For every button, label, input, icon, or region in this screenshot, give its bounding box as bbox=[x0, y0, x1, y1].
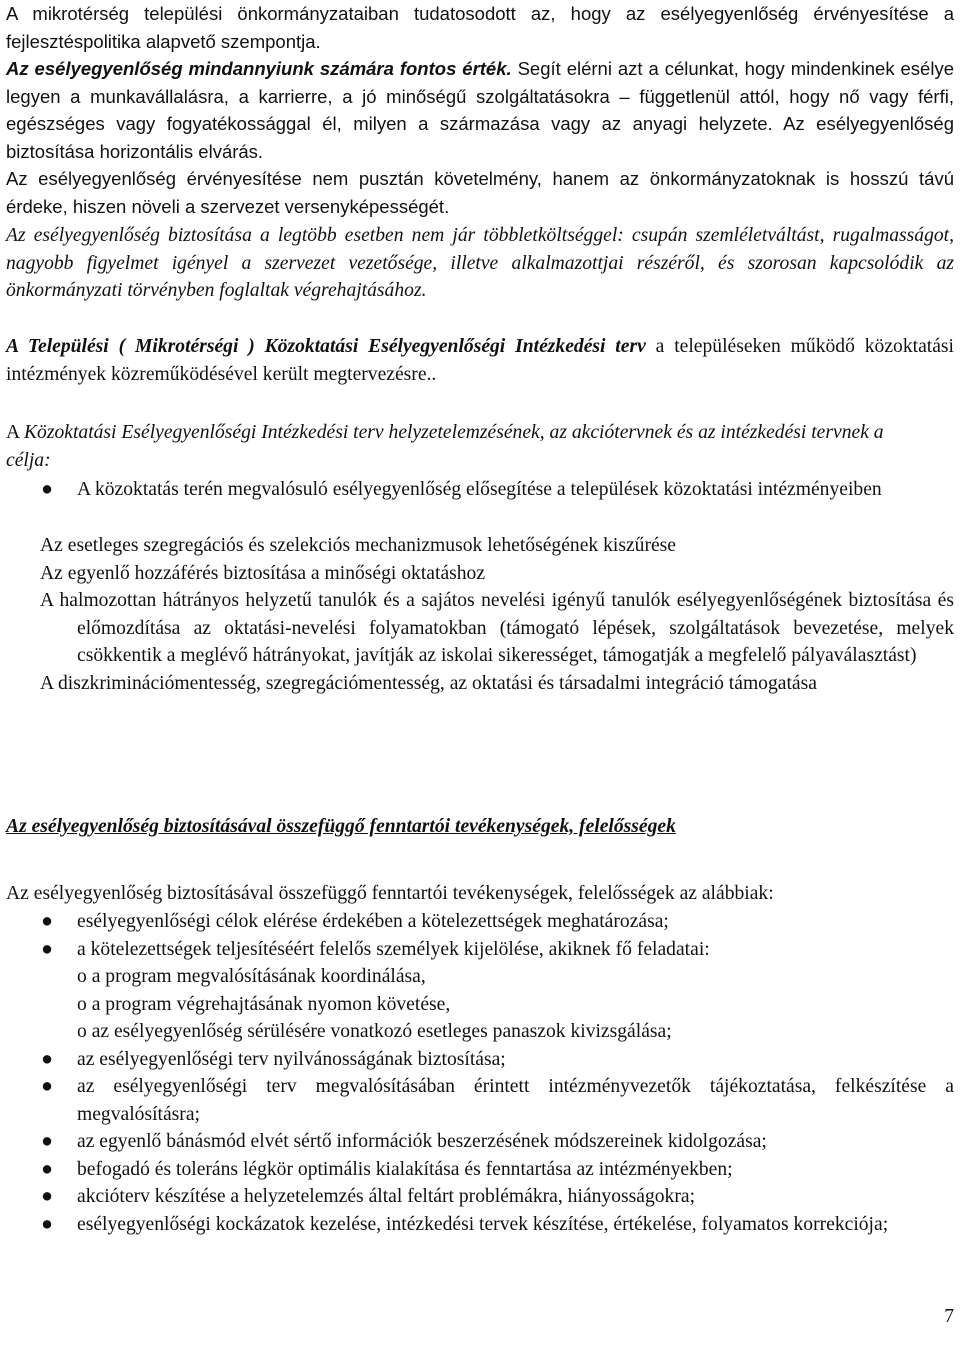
responsibility-item bbox=[6, 908, 954, 936]
responsibility-item bbox=[6, 1046, 954, 1074]
purpose-lead-b: helyzetelemzésének, az akciótervnek és az intézkedési tervnek a célja: bbox=[6, 422, 884, 471]
responsibility-item bbox=[6, 1183, 954, 1211]
responsibility-text: esélyegyenlőségi kockázatok kezelése, intézkedési tervek készítése, értékelése, folyamatos korrekciója; bbox=[77, 1213, 889, 1235]
responsibility-item bbox=[6, 936, 954, 964]
purpose-item: A halmozottan hátrányos helyzetű tanulók és a sajátos nevelési igényű tanulók esélyegyenlőségének biztosítása és előmozdítása az oktatási-nevelési folyamatokban (támogató lépések, szolgáltatások bevezetése, melyek csökkentik a meglévő hátrányokat, javítják az iskolai sikerességet, támogatják a megfelelő pályaválasztást) bbox=[40, 590, 954, 666]
bullet-icon: ● bbox=[41, 1076, 53, 1097]
responsibility-text: akcióterv készítése a helyzetelemzés által feltárt problémákra, hiányosságokra; bbox=[77, 1186, 696, 1207]
purpose-bullet-text: A közoktatás terén megvalósuló esélyegyenlőség elősegítése a települések közoktatási intézményeiben bbox=[77, 479, 882, 500]
responsibility-item bbox=[6, 1073, 954, 1128]
intro-paragraph-5-text: a településeken működő közoktatási intézmények közreműködésével került megtervezésre.. bbox=[6, 336, 954, 385]
section-lead: Az esélyegyenlőség biztosításával összefüggő fenntartói tevékenységek, felelősségek az alábbiak: bbox=[6, 883, 774, 904]
intro-paragraph-5 bbox=[6, 333, 954, 388]
responsibility-list bbox=[6, 908, 954, 1238]
page-number: 7 bbox=[944, 1306, 954, 1327]
purpose-lead bbox=[6, 419, 906, 474]
bullet-icon: ● bbox=[41, 479, 53, 500]
responsibility-subitem: o a program végrehajtásának nyomon követése, bbox=[77, 993, 451, 1015]
intro-paragraph-4: Az esélyegyenlőség biztosítása a legtöbb esetben nem jár többletköltséggel: csupán szemléletváltást, rugalmasságot, nagyobb figyelmet igényel a szervezet vezetősége, illetve alkalmazottjai részéről, és szorosan kapcsolódik az önkormányzati törvényben foglaltak végrehajtásához. bbox=[6, 225, 954, 301]
bullet-icon: ● bbox=[41, 1131, 53, 1152]
intro-paragraph-2-text: Segít elérni azt a célunkat, hogy mindenkinek esélye legyen a munkavállalásra, a karrierre, a jó minőségű szolgáltatásokra – függetlenül attól, hogy nő vagy férfi, egészséges vagy fogyatékossággal él, milyen a származása vagy az anyagi helyzete. Az esélyegyenlőség biztosítása horizontális elvárás. bbox=[6, 58, 954, 162]
bullet-icon: ● bbox=[41, 1158, 53, 1180]
purpose-items bbox=[6, 532, 954, 697]
bullet-icon: ● bbox=[41, 1048, 53, 1070]
responsibility-item bbox=[6, 1128, 954, 1156]
responsibility-text: a kötelezettségek teljesítéséért felelős személyek kijelölése, akiknek fő feladatai: bbox=[77, 938, 710, 960]
plan-title: A Települési ( Mikrotérségi ) Közoktatási Esélyegyenlőségi Intézkedési terv bbox=[6, 336, 646, 357]
responsibility-subitem: o a program megvalósításának koordinálása, bbox=[77, 966, 426, 987]
intro-paragraph-1: A mikrotérség települési önkormányzataiban tudatosodott az, hogy az esélyegyenlőség érvényesítése a fejlesztéspolitika alapvető szempontja. bbox=[6, 3, 954, 52]
purpose-lead-a: A bbox=[6, 422, 24, 443]
responsibility-item bbox=[6, 1211, 954, 1239]
purpose-item: Az esetleges szegregációs és szelekciós mechanizmusok lehetőségének kiszűrése bbox=[40, 535, 676, 556]
responsibility-text: az esélyegyenlőségi terv nyilvánosságának biztosítása; bbox=[77, 1048, 506, 1070]
intro-paragraph-3: Az esélyegyenlőség érvényesítése nem pusztán követelmény, hanem az önkormányzatoknak is hosszú távú érdeke, hiszen növeli a szervezet versenyképességét. bbox=[6, 168, 954, 217]
responsibility-text: befogadó és toleráns légkör optimális kialakítása és fenntartása az intézményekben; bbox=[77, 1158, 733, 1180]
responsibility-item bbox=[6, 1156, 954, 1184]
responsibility-text: az esélyegyenlőségi terv megvalósításában érintett intézményvezetők tájékoztatása, felkészítése a megvalósításra; bbox=[77, 1076, 954, 1125]
intro-emphasis: Az esélyegyenlőség mindannyiunk számára fontos érték. bbox=[6, 58, 512, 79]
section-heading: Az esélyegyenlőség biztosításával összefüggő fenntartói tevékenységek, felelősségek bbox=[6, 816, 676, 837]
bullet-icon: ● bbox=[41, 938, 53, 960]
responsibility-subitem: o az esélyegyenlőség sérülésére vonatkozó esetleges panaszok kivizsgálása; bbox=[77, 1021, 672, 1042]
bullet-icon: ● bbox=[41, 1213, 53, 1235]
responsibility-text: az egyenlő bánásmód elvét sértő információk beszerzésének módszereinek kidolgozása; bbox=[77, 1131, 767, 1152]
intro-block bbox=[6, 0, 954, 220]
purpose-bullet bbox=[6, 476, 954, 504]
purpose-item: A diszkriminációmentesség, szegregációmentesség, az oktatási és társadalmi integráció támogatása bbox=[40, 672, 817, 694]
bullet-icon: ● bbox=[41, 911, 53, 932]
bullet-icon: ● bbox=[41, 1186, 53, 1207]
responsibility-text: esélyegyenlőségi célok elérése érdekében a kötelezettségek meghatározása; bbox=[77, 911, 669, 932]
purpose-lead-italic: Közoktatási Esélyegyenlőségi Intézkedési terv bbox=[23, 422, 384, 443]
purpose-item: Az egyenlő hozzáférés biztosítása a minőségi oktatáshoz bbox=[40, 562, 486, 584]
intro-paragraph-2 bbox=[6, 55, 954, 165]
